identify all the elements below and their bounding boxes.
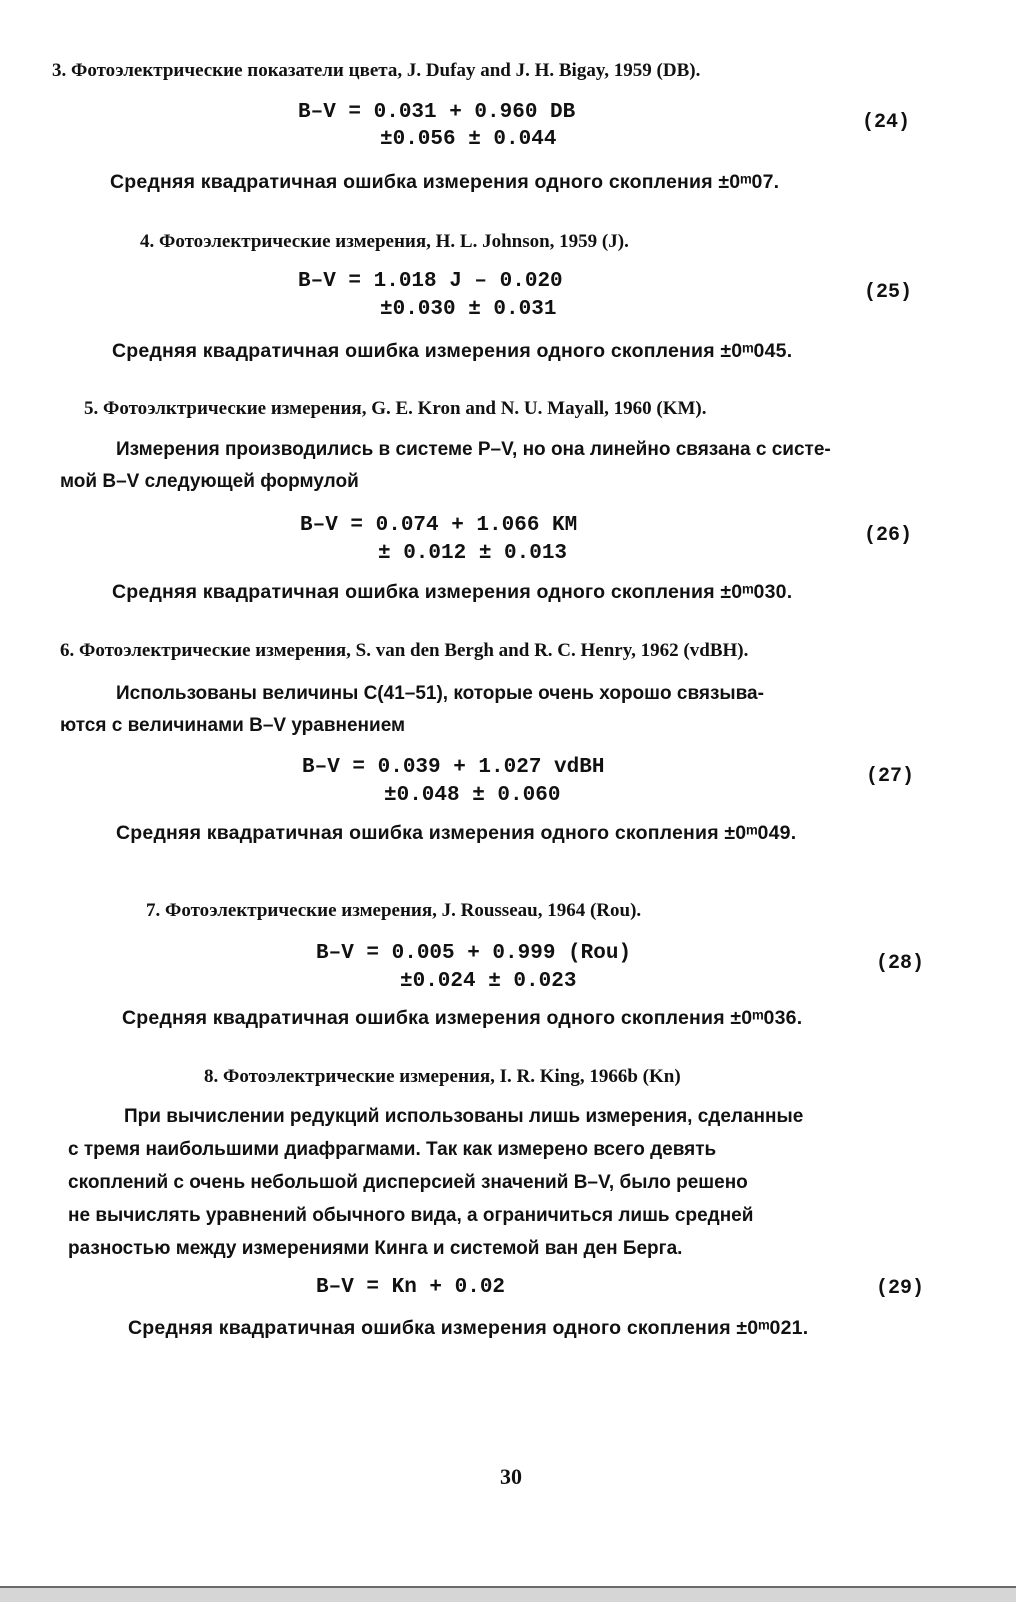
section-5-paragraph-line-1: Измерения производились в системе P–V, но она линейно связана с систе- xyxy=(116,439,831,460)
equation-26-line2: ± 0.012 ± 0.013 xyxy=(378,542,568,565)
equation-28-line1: B–V = 0.005 + 0.999 (Rou) xyxy=(316,942,632,965)
equation-27-line2: ±0.048 ± 0.060 xyxy=(384,784,561,807)
equation-29-number: (29) xyxy=(876,1277,925,1300)
equation-27-line1: B–V = 0.039 + 1.027 vdBH xyxy=(302,756,605,779)
equation-25-line2: ±0.030 ± 0.031 xyxy=(380,298,557,321)
section-7-heading: 7. Фотоэлектрические измерения, J. Rousseau, 1964 (Rou). xyxy=(146,900,642,921)
section-4-heading: 4. Фотоэлектрические измерения, H. L. Johnson, 1959 (J). xyxy=(140,231,629,252)
section-6-heading: 6. Фотоэлектрические измерения, S. van den Bergh and R. C. Henry, 1962 (vdBH). xyxy=(60,640,749,661)
equation-24-line2: ±0.056 ± 0.044 xyxy=(380,128,557,151)
section-8-paragraph-line-4: не вычислять уравнений обычного вида, а ограничиться лишь средней xyxy=(68,1205,754,1226)
section-8-paragraph-line-2: с тремя наибольшими диафрагмами. Так как измерено всего девять xyxy=(68,1139,717,1160)
section-7-error-note: Средняя квадратичная ошибка измерения одного скопления ±0ᵐ036. xyxy=(122,1007,803,1029)
equation-26-number: (26) xyxy=(864,524,913,547)
equation-26-line1: B–V = 0.074 + 1.066 KM xyxy=(300,514,578,537)
section-5-heading: 5. Фотоэлктрические измерения, G. E. Kron and N. U. Mayall, 1960 (KM). xyxy=(84,398,707,419)
section-6-paragraph-line-2: ются с величинами B–V уравнением xyxy=(60,715,406,736)
section-3-heading: 3. Фотоэлектрические показатели цвета, J. Dufay and J. H. Bigay, 1959 (DB). xyxy=(52,60,701,81)
section-3-error-note: Средняя квадратичная ошибка измерения одного скопления ±0ᵐ07. xyxy=(110,171,780,193)
section-5-error-note: Средняя квадратичная ошибка измерения одного скопления ±0ᵐ030. xyxy=(112,581,793,603)
equation-25-number: (25) xyxy=(864,281,913,304)
section-6-error-note: Средняя квадратичная ошибка измерения одного скопления ±0ᵐ049. xyxy=(116,822,797,844)
equation-25-line1: B–V = 1.018 J – 0.020 xyxy=(298,270,563,293)
equation-24-line1: B–V = 0.031 + 0.960 DB xyxy=(298,101,576,124)
section-8-error-note: Средняя квадратичная ошибка измерения одного скопления ±0ᵐ021. xyxy=(128,1317,809,1339)
section-8-paragraph-line-5: разностью между измерениями Кинга и системой ван ден Берга. xyxy=(68,1238,683,1259)
section-8-paragraph-line-3: скоплений с очень небольшой дисперсией значений B–V, было решено xyxy=(68,1172,748,1193)
page-number: 30 xyxy=(500,1464,522,1489)
section-5-paragraph-line-2: мой B–V следующей формулой xyxy=(60,471,359,492)
equation-28-number: (28) xyxy=(876,952,925,975)
section-6-paragraph-line-1: Использованы величины C(41–51), которые очень хорошо связыва- xyxy=(116,683,764,704)
equation-29-line1: B–V = Kn + 0.02 xyxy=(316,1276,506,1299)
section-8-paragraph-line-1: При вычислении редукций использованы лишь измерения, сделанные xyxy=(124,1106,804,1127)
section-4-error-note: Средняя квадратичная ошибка измерения одного скопления ±0ᵐ045. xyxy=(112,340,793,362)
equation-27-number: (27) xyxy=(866,765,915,788)
equation-24-number: (24) xyxy=(862,111,911,134)
equation-28-line2: ±0.024 ± 0.023 xyxy=(400,970,577,993)
section-8-heading: 8. Фотоэлектрические измерения, I. R. King, 1966b (Kn) xyxy=(204,1066,681,1087)
